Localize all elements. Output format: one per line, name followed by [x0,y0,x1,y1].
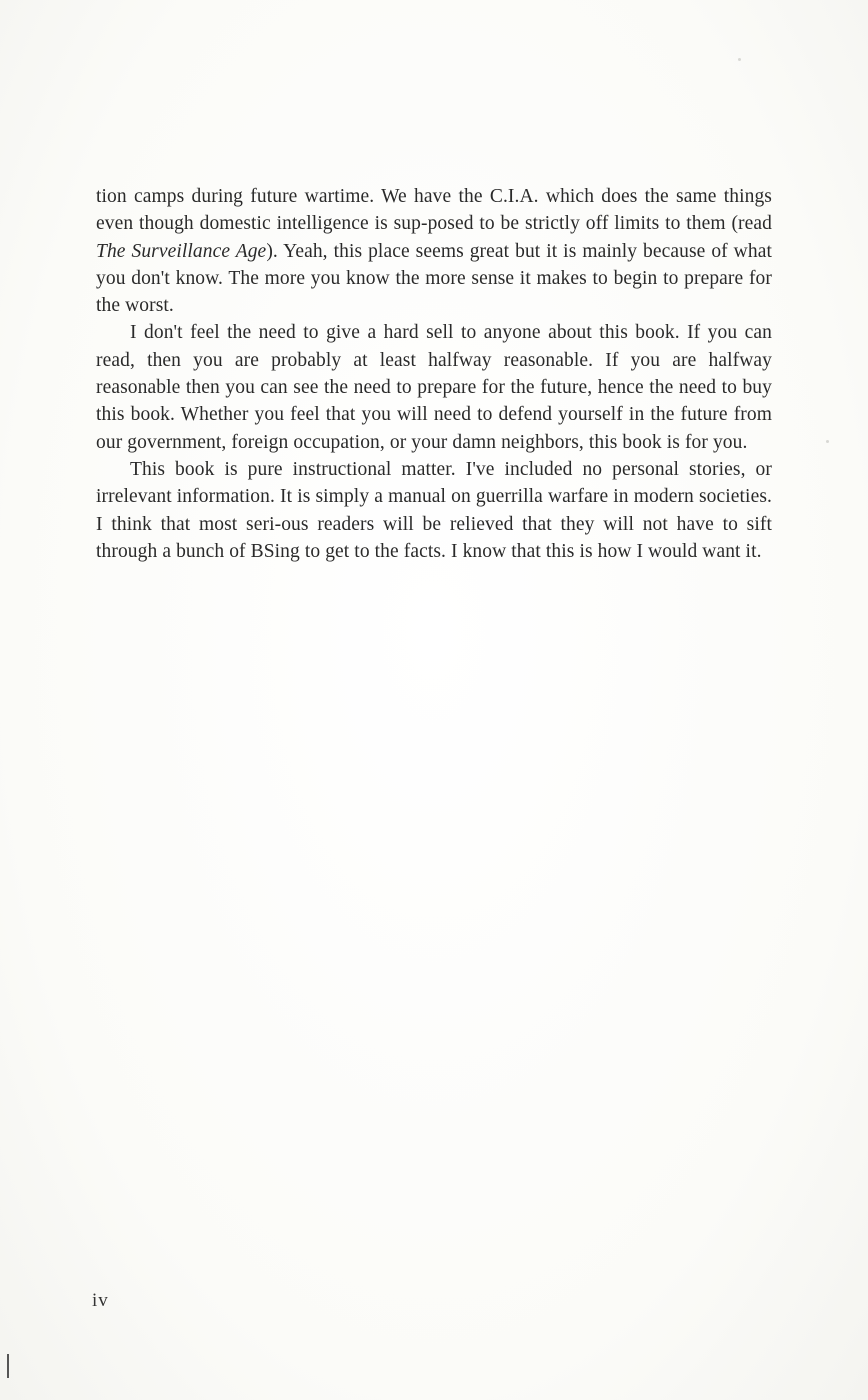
paragraph-2: I don't feel the need to give a hard sell to anyone about this book. If you can read, then you are probably at least halfway reasonable. If you are halfway reasonable then you can see the need to prepare for the future, hence the need to buy this book. Whether you feel that you will need to defend yourself in the future from our government, foreign occupation, or your damn neighbors, this book is for you. [96,322,772,453]
paragraph-1-text-start: tion camps during future wartime. We have the C.I.A. which does the same things even though domestic intelligence is sup-posed to be strictly off limits to them (read [96,186,772,235]
scan-speck [738,58,741,61]
body-text [96,183,772,565]
paragraph-1-text-end: ). Yeah, this place seems great but it is mainly because of what you don't know. The more you know the more sense it makes to begin to prepare for the worst. [96,240,772,317]
book-title-reference: The Surveillance Age [96,240,267,262]
scan-speck [826,440,829,443]
paragraph-3: This book is pure instructional matter. I've included no personal stories, or irrelevant information. It is simply a manual on guerrilla warfare in modern societies. I think that most seri-ous readers will be relieved that they will not have to sift through a bunch of BSing to get to the facts. I know that this is how I would want it. [96,458,772,562]
scan-edge-mark [7,1354,9,1378]
paragraph-1 [96,183,772,319]
page-number: iv [92,1290,109,1311]
